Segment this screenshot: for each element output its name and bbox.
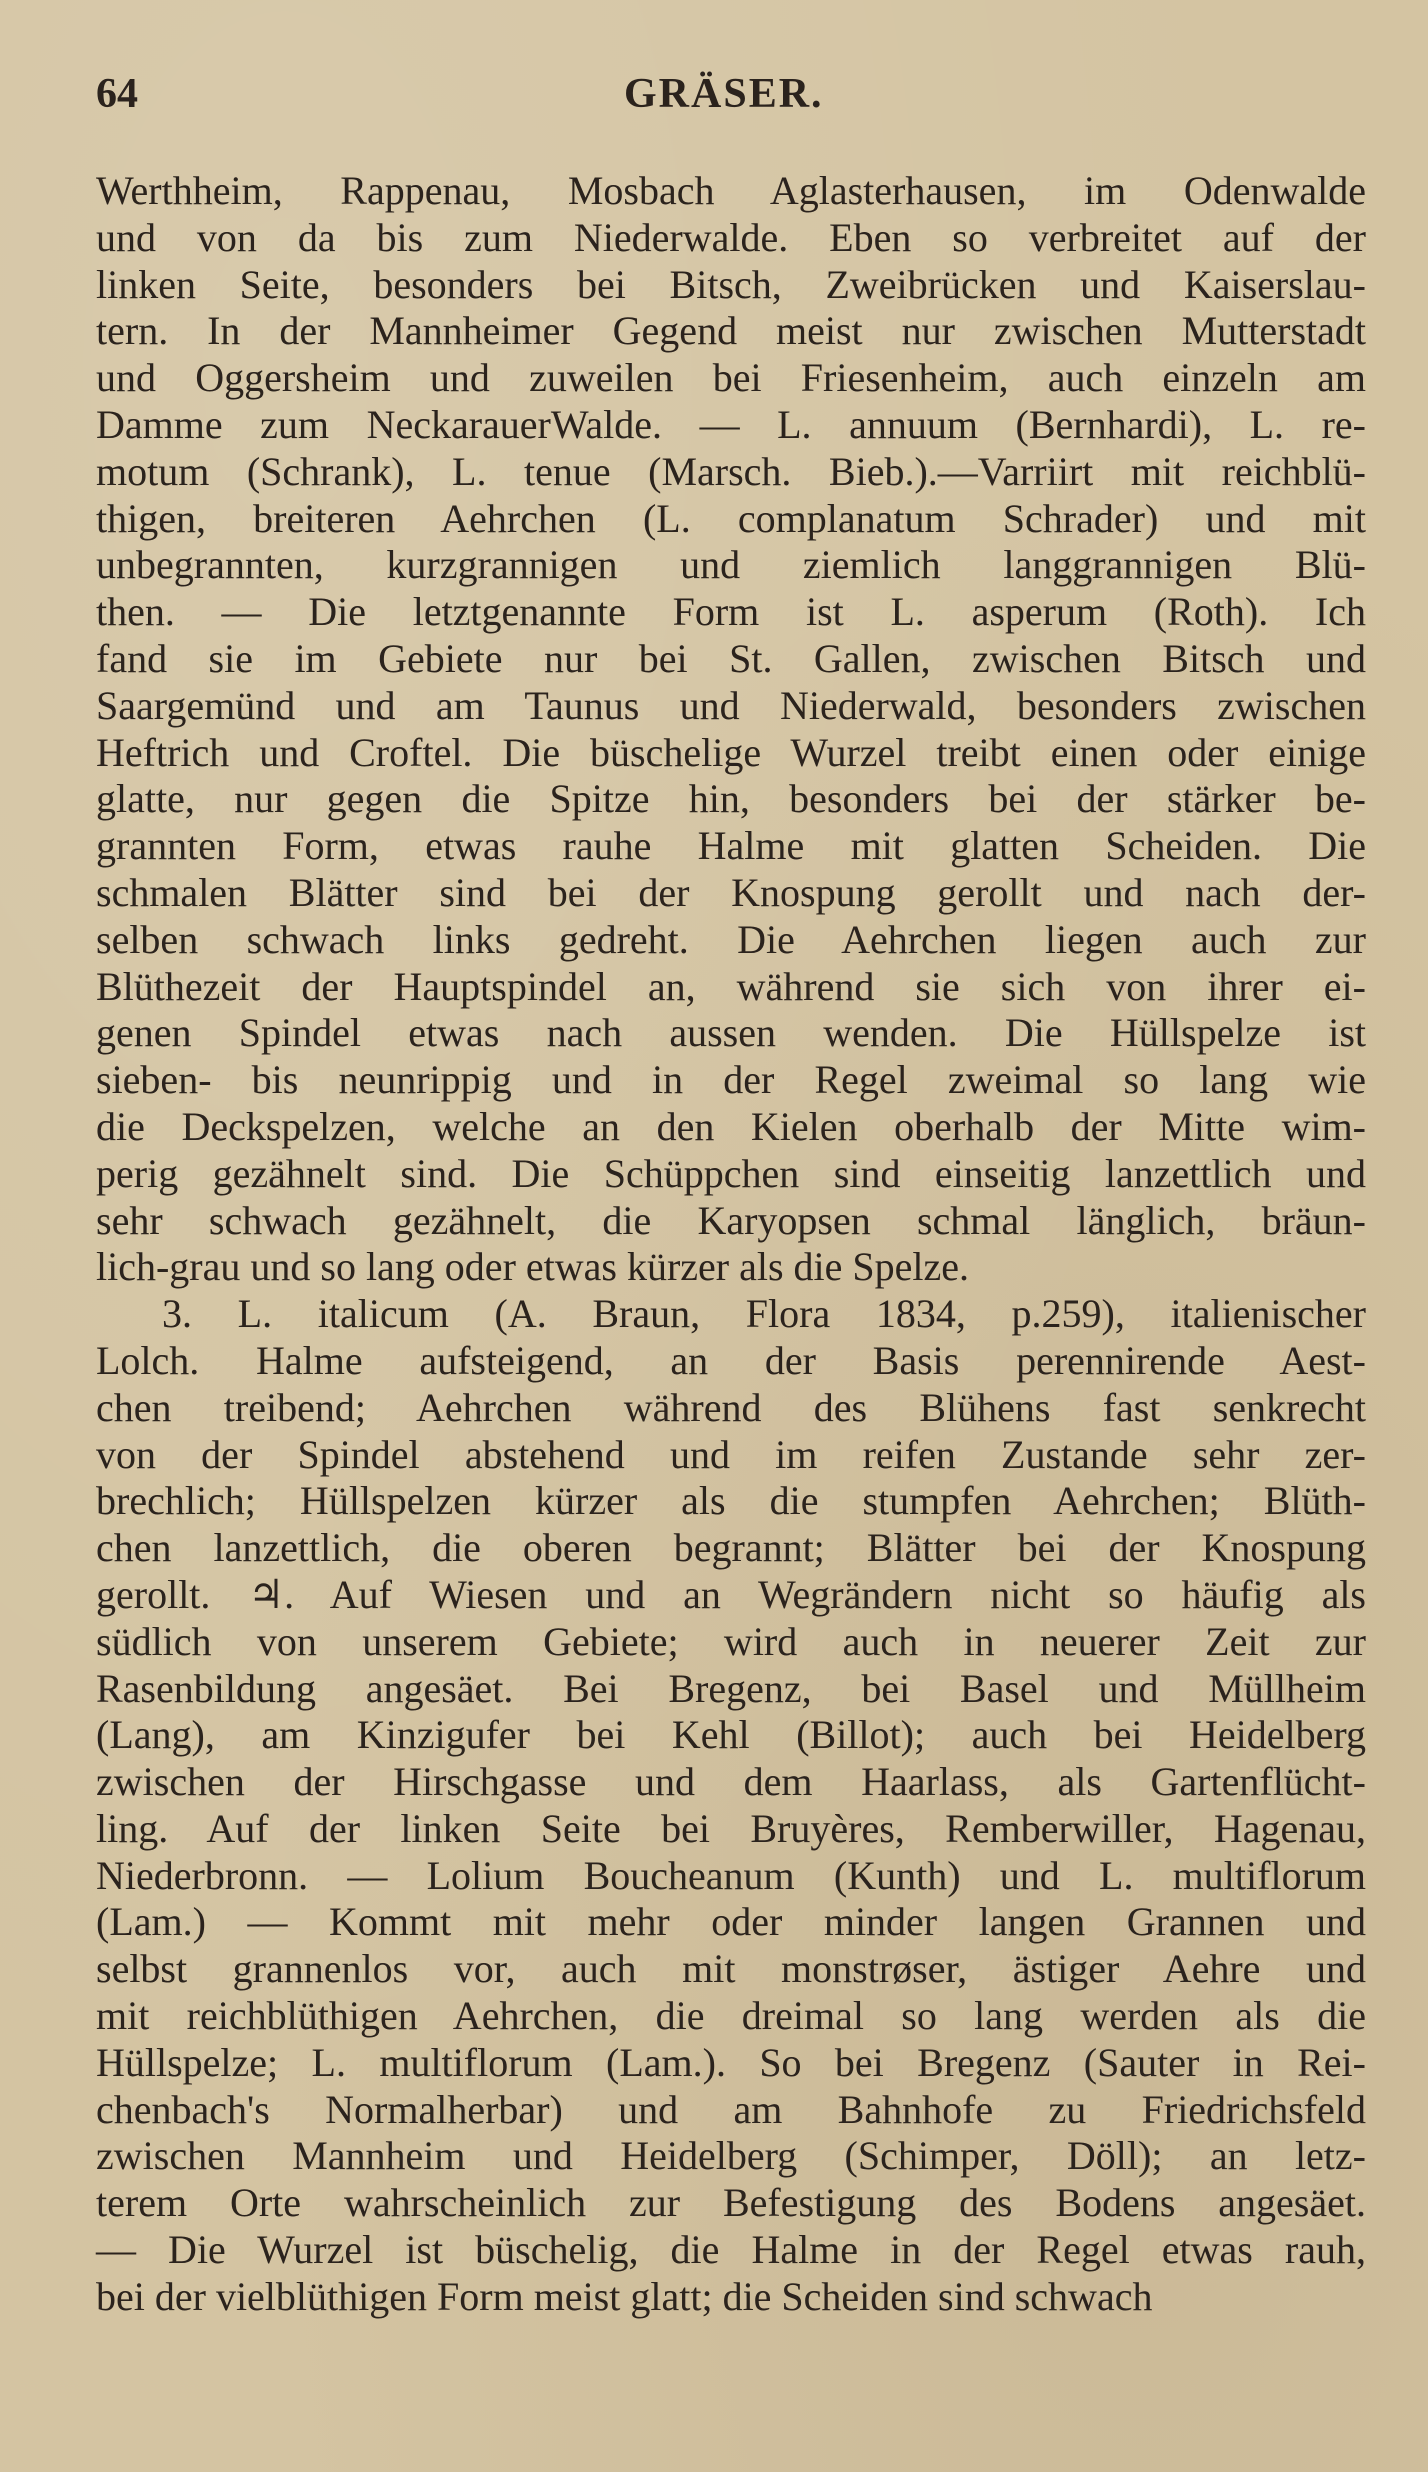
- text-line: Rasenbildung angesäet. Bei Bregenz, bei Basel und Müllheim: [96, 1665, 1366, 1711]
- text-line: sehr schwach gezähnelt, die Karyopsen schmal länglich, bräun-: [96, 1197, 1366, 1243]
- text-line: linken Seite, besonders bei Bitsch, Zweibrücken und Kaiserslau-: [96, 261, 1366, 307]
- text-line: Heftrich und Croftel. Die büschelige Wurzel treibt einen oder einige: [96, 729, 1366, 775]
- text-line: genen Spindel etwas nach aussen wenden. Die Hüllspelze ist: [96, 1010, 1366, 1056]
- text-line: zwischen Mannheim und Heidelberg (Schimper, Döll); an letz-: [96, 2133, 1366, 2179]
- text-line: mit reichblüthigen Aehrchen, die dreimal so lang werden als die: [96, 1993, 1366, 2039]
- text-line: (Lang), am Kinzigufer bei Kehl (Billot); auch bei Heidelberg: [96, 1712, 1366, 1758]
- text-line: zwischen der Hirschgasse und dem Haarlass, als Gartenflücht-: [96, 1759, 1366, 1805]
- text-line: und von da bis zum Niederwalde. Eben so verbreitet auf der: [96, 214, 1366, 260]
- text-line: sieben- bis neunrippig und in der Regel zweimal so lang wie: [96, 1057, 1366, 1103]
- text-line: und Oggersheim und zuweilen bei Friesenheim, auch einzeln am: [96, 355, 1366, 401]
- text-line: ling. Auf der linken Seite bei Bruyères, Remberwiller, Hagenau,: [96, 1805, 1366, 1851]
- text-line: 3. L. italicum (A. Braun, Flora 1834, p.259), italienischer: [162, 1291, 1366, 1337]
- text-line: von der Spindel abstehend und im reifen Zustande sehr zer-: [96, 1431, 1366, 1477]
- text-line: gerollt. ♃. Auf Wiesen und an Wegrändern nicht so häufig als: [96, 1571, 1366, 1617]
- text-line: — Die Wurzel ist büschelig, die Halme in der Regel etwas rauh,: [96, 2227, 1366, 2273]
- running-title: GRÄSER.: [624, 71, 824, 117]
- text-line: südlich von unserem Gebiete; wird auch in neuerer Zeit zur: [96, 1618, 1366, 1664]
- text-line: Werthheim, Rappenau, Mosbach Aglasterhausen, im Odenwalde: [96, 168, 1366, 213]
- text-line: lich-grau und so lang oder etwas kürzer als die Spelze.: [96, 1244, 970, 1290]
- text-line: chen lanzettlich, die oberen begrannt; Blätter bei der Knospung: [96, 1525, 1366, 1571]
- page-number: 64: [96, 71, 138, 117]
- text-line: Niederbronn. — Lolium Boucheanum (Kunth) und L. multiflorum: [96, 1852, 1366, 1898]
- text-line: grannten Form, etwas rauhe Halme mit glatten Scheiden. Die: [96, 823, 1366, 869]
- text-line: motum (Schrank), L. tenue (Marsch. Bieb.).—Varriirt mit reichblü-: [96, 448, 1366, 494]
- text-line: Lolch. Halme aufsteigend, an der Basis perennirende Aest-: [96, 1337, 1366, 1383]
- text-line: chenbach's Normalherbar) und am Bahnhofe zu Friedrichsfeld: [96, 2086, 1366, 2132]
- text-line: perig gezähnelt sind. Die Schüppchen sind einseitig lanzettlich und: [96, 1150, 1366, 1196]
- text-line: Damme zum NeckarauerWalde. — L. annuum (Bernhardi), L. re-: [96, 401, 1366, 447]
- text-line: brechlich; Hüllspelzen kürzer als die stumpfen Aehrchen; Blüth-: [96, 1478, 1366, 1524]
- text-line: fand sie im Gebiete nur bei St. Gallen, zwischen Bitsch und: [96, 635, 1366, 681]
- text-line: die Deckspelzen, welche an den Kielen oberhalb der Mitte wim-: [96, 1103, 1366, 1149]
- text-line: tern. In der Mannheimer Gegend meist nur zwischen Mutterstadt: [96, 308, 1366, 354]
- text-line: Saargemünd und am Taunus und Niederwald, besonders zwischen: [96, 682, 1366, 728]
- text-line: selbst grannenlos vor, auch mit monstrøser, ästiger Aehre und: [96, 1946, 1366, 1992]
- text-line: unbegrannten, kurzgrannigen und ziemlich langgrannigen Blü-: [96, 542, 1366, 588]
- text-line: (Lam.) — Kommt mit mehr oder minder langen Grannen und: [96, 1899, 1366, 1945]
- text-line: chen treibend; Aehrchen während des Blühens fast senkrecht: [96, 1384, 1366, 1430]
- text-line: Blüthezeit der Hauptspindel an, während sie sich von ihrer ei-: [96, 963, 1366, 1009]
- text-line: Hüllspelze; L. multiflorum (Lam.). So bei Bregenz (Sauter in Rei-: [96, 2039, 1366, 2085]
- text-line: schmalen Blätter sind bei der Knospung gerollt und nach der-: [96, 869, 1366, 915]
- text-line: thigen, breiteren Aehrchen (L. complanatum Schrader) und mit: [96, 495, 1366, 541]
- page-header: [96, 70, 1366, 130]
- body-text: [96, 168, 1366, 2321]
- text-line: then. — Die letztgenannte Form ist L. asperum (Roth). Ich: [96, 589, 1366, 635]
- text-line: glatte, nur gegen die Spitze hin, besonders bei der stärker be-: [96, 776, 1366, 822]
- text-line: selben schwach links gedreht. Die Aehrchen liegen auch zur: [96, 916, 1366, 962]
- text-line: terem Orte wahrscheinlich zur Befestigung des Bodens angesäet.: [96, 2180, 1366, 2226]
- text-line: bei der vielblüthigen Form meist glatt; die Scheiden sind schwach: [96, 2273, 1153, 2319]
